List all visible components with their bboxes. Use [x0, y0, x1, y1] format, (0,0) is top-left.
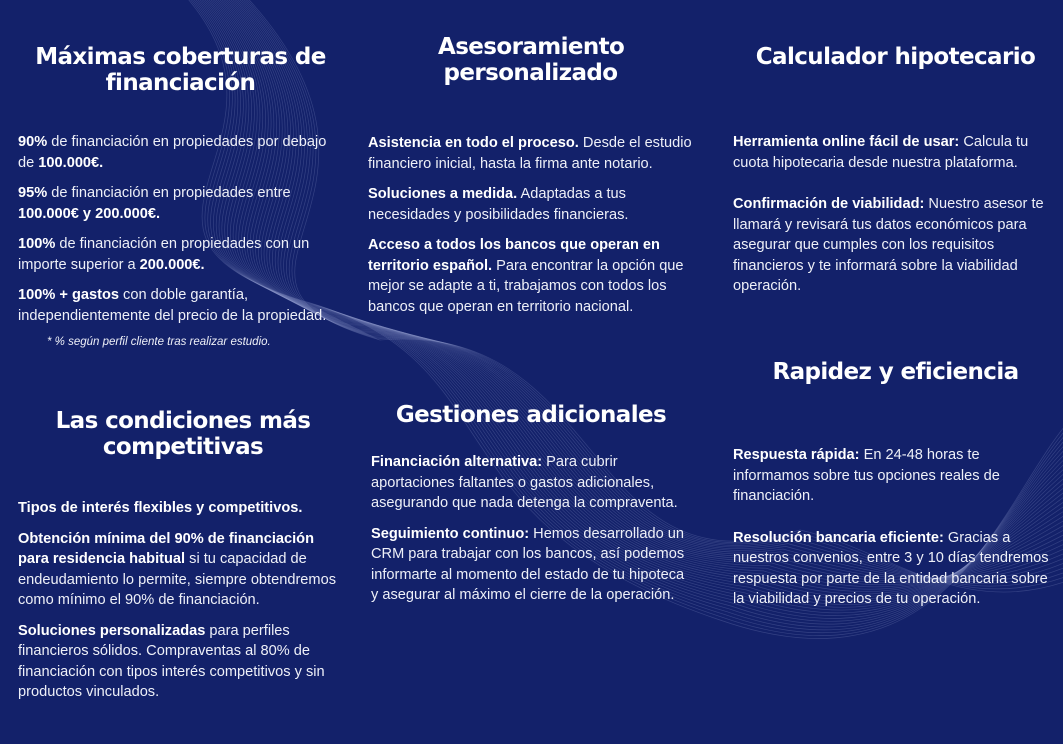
section-calculador-hipotecario — [733, 44, 1058, 297]
efficiency-item: Respuesta rápida: En 24-48 horas te informamos sobre tus opciones reales de financiación. — [733, 447, 1000, 504]
coverage-item: 95% de financiación en propiedades entre 100.000€ y 200.000€. — [18, 185, 291, 222]
service-item: Financiación alternativa: Para cubrir aportaciones faltantes o gastos adicionales, asegurando que nada detenga la compraventa. — [371, 454, 678, 511]
condition-item: Obtención mínima del 90% de financiación para residencia habitual si tu capacidad de endeudamiento lo permite, siempre obtendremos como mínimo el 90% de financiación. — [18, 530, 336, 608]
service-item: Seguimiento continuo: Hemos desarrollado un CRM para trabajar con los bancos, así podemos informarte al momento del estado de tu hipoteca y asegurar al máximo el cierre de la operación. — [371, 525, 685, 603]
section-asesoramiento — [368, 34, 693, 317]
section-rapidez-eficiencia — [733, 359, 1058, 610]
coverage-item: 90% de financiación en propiedades por debajo de 100.000€. — [18, 134, 327, 171]
service-item: Asistencia en todo el proceso. Desde el estudio financiero inicial, hasta la firma ante notario. — [368, 135, 692, 172]
service-item: Soluciones a medida. Adaptadas a tus necesidades y posibilidades financieras. — [368, 186, 629, 223]
section-gestiones-adicionales — [371, 402, 691, 606]
section-title: Máximas coberturas de financiación — [35, 44, 326, 96]
coverage-item: 100% + gastos con doble garantía, independientemente del precio de la propiedad. — [18, 287, 327, 324]
section-title: Gestiones adicionales — [395, 402, 667, 428]
section-title: Las condiciones más competitivas — [55, 408, 311, 460]
calculator-item: Herramienta online fácil de usar: Calcula tu cuota hipotecaria desde nuestra plataforma. — [733, 134, 1029, 171]
section-title: Asesoramiento personalizado — [438, 34, 625, 86]
condition-item: Tipos de interés flexibles y competitivos. — [18, 500, 303, 516]
section-maximas-coberturas — [18, 44, 343, 350]
section-condiciones-competitivas — [18, 408, 348, 703]
service-item: Acceso a todos los bancos que operan en territorio español. Para encontrar la opción que mejor se adapte a ti, trabajamos con todos los bancos que operan en territorio nacional. — [368, 237, 684, 315]
condition-item: Soluciones personalizadas para perfiles financieros sólidos. Compraventas al 80% de financiación con tipos interés competitivos y sin productos vinculados. — [18, 622, 325, 700]
coverage-item: 100% de financiación en propiedades con un importe superior a 200.000€. — [18, 236, 310, 273]
section-title: Calculador hipotecario — [755, 44, 1036, 70]
section-title: Rapidez y eficiencia — [772, 359, 1019, 385]
calculator-item: Confirmación de viabilidad: Nuestro asesor te llamará y revisará tus datos económicos para asegurar que cumples con los requisitos financieros y te informará sobre la viabilidad operación. — [733, 196, 1044, 294]
footnote: * % según perfil cliente tras realizar estudio. — [47, 336, 271, 348]
efficiency-item: Resolución bancaria eficiente: Gracias a nuestros convenios, entre 3 y 10 días tendremos respuesta por parte de la entidad bancaria sobre la viabilidad y precios de tu operación. — [733, 529, 1049, 607]
